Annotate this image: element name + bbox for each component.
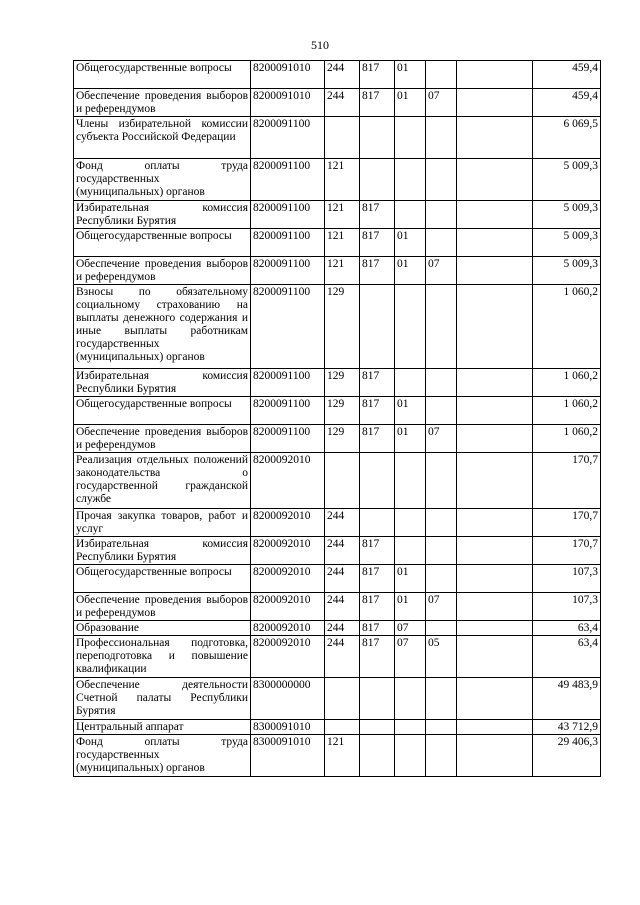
row-manager-cell: 817 [360, 397, 395, 425]
row-manager-cell: 817 [360, 537, 395, 565]
row-name-cell: Обеспечение деятельности Счетной палаты Республики Бурятия [74, 678, 251, 720]
table-row [74, 621, 601, 636]
row-sum-cell: 49 483,9 [533, 678, 601, 720]
table-row [74, 565, 601, 593]
row-name-cell: Профессиональная подготовка, переподготовка и повышение квалификации [74, 636, 251, 678]
table-row [74, 425, 601, 453]
page-number: 510 [311, 38, 329, 52]
row-manager-cell: 817 [360, 425, 395, 453]
table-row [74, 735, 601, 777]
row-section-cell: 01 [395, 89, 426, 117]
row-target-article-cell: 8200091010 [251, 89, 325, 117]
row-target-article-cell: 8200092010 [251, 565, 325, 593]
row-section-cell: 01 [395, 257, 426, 285]
row-expense-type-cell: 121 [325, 735, 360, 777]
row-manager-cell: 817 [360, 593, 395, 621]
row-section-cell: 07 [395, 636, 426, 678]
row-subsection-cell [426, 285, 457, 369]
row-sum-cell: 63,4 [533, 636, 601, 678]
table-row [74, 257, 601, 285]
row-empty-cell [457, 453, 533, 509]
table-row [74, 397, 601, 425]
row-empty-cell [457, 735, 533, 777]
row-target-article-cell: 8200092010 [251, 453, 325, 509]
row-section-cell [395, 678, 426, 720]
row-expense-type-cell: 244 [325, 509, 360, 537]
row-target-article-cell: 8200091100 [251, 201, 325, 229]
row-name-cell: Фонд оплаты труда государственных (муниципальных) органов [74, 735, 251, 777]
row-sum-cell: 5 009,3 [533, 201, 601, 229]
row-empty-cell [457, 201, 533, 229]
row-manager-cell: 817 [360, 89, 395, 117]
row-name-cell: Центральный аппарат [74, 720, 251, 735]
row-empty-cell [457, 61, 533, 89]
row-empty-cell [457, 509, 533, 537]
table-row [74, 61, 601, 89]
row-expense-type-cell: 121 [325, 201, 360, 229]
table-row [74, 453, 601, 509]
row-section-cell [395, 201, 426, 229]
row-manager-cell: 817 [360, 369, 395, 397]
row-target-article-cell: 8200092010 [251, 537, 325, 565]
row-subsection-cell [426, 61, 457, 89]
row-section-cell [395, 537, 426, 565]
row-name-cell: Общегосударственные вопросы [74, 565, 251, 593]
row-name-cell: Прочая закупка товаров, работ и услуг [74, 509, 251, 537]
row-sum-cell: 170,7 [533, 453, 601, 509]
row-section-cell: 01 [395, 229, 426, 257]
row-section-cell: 01 [395, 425, 426, 453]
row-sum-cell: 107,3 [533, 593, 601, 621]
row-empty-cell [457, 257, 533, 285]
row-section-cell [395, 159, 426, 201]
row-name-cell: Члены избирательной комиссии субъекта Российской Федерации [74, 117, 251, 159]
row-name-cell: Взносы по обязательному социальному страхованию на выплаты денежного содержания и иные выплаты работникам государственных (муниципальных) органов [74, 285, 251, 369]
row-empty-cell [457, 425, 533, 453]
row-subsection-cell [426, 453, 457, 509]
row-section-cell [395, 735, 426, 777]
row-manager-cell [360, 678, 395, 720]
row-sum-cell: 1 060,2 [533, 425, 601, 453]
row-sum-cell: 170,7 [533, 537, 601, 565]
row-target-article-cell: 8200091100 [251, 397, 325, 425]
row-empty-cell [457, 537, 533, 565]
row-expense-type-cell [325, 453, 360, 509]
row-name-cell: Общегосударственные вопросы [74, 61, 251, 89]
row-name-cell: Обеспечение проведения выборов и референдумов [74, 89, 251, 117]
row-subsection-cell [426, 509, 457, 537]
row-sum-cell: 43 712,9 [533, 720, 601, 735]
row-section-cell [395, 509, 426, 537]
row-subsection-cell [426, 159, 457, 201]
row-subsection-cell [426, 369, 457, 397]
row-empty-cell [457, 678, 533, 720]
table-row [74, 720, 601, 735]
table-row [74, 593, 601, 621]
row-subsection-cell: 07 [426, 257, 457, 285]
row-section-cell [395, 117, 426, 159]
row-name-cell: Обеспечение проведения выборов и референдумов [74, 593, 251, 621]
row-sum-cell: 170,7 [533, 509, 601, 537]
row-empty-cell [457, 621, 533, 636]
row-subsection-cell [426, 117, 457, 159]
row-expense-type-cell [325, 678, 360, 720]
row-subsection-cell: 07 [426, 425, 457, 453]
row-expense-type-cell: 129 [325, 369, 360, 397]
row-sum-cell: 1 060,2 [533, 369, 601, 397]
row-sum-cell: 63,4 [533, 621, 601, 636]
row-name-cell: Реализация отдельных положений законодательства о государственной гражданской службе [74, 453, 251, 509]
table-row [74, 159, 601, 201]
row-empty-cell [457, 397, 533, 425]
table-row [74, 678, 601, 720]
row-expense-type-cell: 244 [325, 565, 360, 593]
row-sum-cell: 5 009,3 [533, 229, 601, 257]
row-manager-cell [360, 117, 395, 159]
row-subsection-cell [426, 678, 457, 720]
row-section-cell: 01 [395, 565, 426, 593]
row-target-article-cell: 8300091010 [251, 720, 325, 735]
row-sum-cell: 5 009,3 [533, 257, 601, 285]
table-row [74, 89, 601, 117]
row-sum-cell: 1 060,2 [533, 285, 601, 369]
row-empty-cell [457, 159, 533, 201]
row-expense-type-cell: 121 [325, 257, 360, 285]
row-manager-cell [360, 720, 395, 735]
row-manager-cell: 817 [360, 565, 395, 593]
row-target-article-cell: 8200091100 [251, 229, 325, 257]
row-section-cell: 07 [395, 621, 426, 636]
row-expense-type-cell: 129 [325, 425, 360, 453]
row-expense-type-cell: 121 [325, 159, 360, 201]
row-section-cell [395, 369, 426, 397]
row-name-cell: Фонд оплаты труда государственных (муниципальных) органов [74, 159, 251, 201]
row-manager-cell [360, 509, 395, 537]
row-subsection-cell [426, 720, 457, 735]
row-section-cell [395, 720, 426, 735]
row-expense-type-cell: 244 [325, 537, 360, 565]
row-expense-type-cell [325, 117, 360, 159]
row-name-cell: Общегосударственные вопросы [74, 397, 251, 425]
row-name-cell: Избирательная комиссия Республики Бурятия [74, 201, 251, 229]
row-name-cell: Обеспечение проведения выборов и референдумов [74, 425, 251, 453]
row-target-article-cell: 8200091010 [251, 61, 325, 89]
row-sum-cell: 6 069,5 [533, 117, 601, 159]
table-row [74, 285, 601, 369]
row-expense-type-cell: 244 [325, 593, 360, 621]
row-sum-cell: 459,4 [533, 89, 601, 117]
row-section-cell [395, 285, 426, 369]
row-manager-cell: 817 [360, 257, 395, 285]
row-section-cell: 01 [395, 593, 426, 621]
row-sum-cell: 1 060,2 [533, 397, 601, 425]
row-expense-type-cell: 244 [325, 89, 360, 117]
row-empty-cell [457, 565, 533, 593]
row-target-article-cell: 8300091010 [251, 735, 325, 777]
row-target-article-cell: 8200091100 [251, 257, 325, 285]
row-section-cell: 01 [395, 397, 426, 425]
row-target-article-cell: 8200092010 [251, 621, 325, 636]
row-name-cell: Обеспечение проведения выборов и референдумов [74, 257, 251, 285]
row-sum-cell: 107,3 [533, 565, 601, 593]
row-manager-cell [360, 159, 395, 201]
row-target-article-cell: 8200092010 [251, 509, 325, 537]
row-expense-type-cell: 244 [325, 61, 360, 89]
row-target-article-cell: 8300000000 [251, 678, 325, 720]
row-manager-cell: 817 [360, 636, 395, 678]
row-manager-cell [360, 453, 395, 509]
row-expense-type-cell: 244 [325, 621, 360, 636]
row-manager-cell: 817 [360, 61, 395, 89]
row-target-article-cell: 8200091100 [251, 425, 325, 453]
row-target-article-cell: 8200091100 [251, 117, 325, 159]
row-subsection-cell [426, 201, 457, 229]
row-target-article-cell: 8200091100 [251, 285, 325, 369]
row-sum-cell: 5 009,3 [533, 159, 601, 201]
row-name-cell: Общегосударственные вопросы [74, 229, 251, 257]
row-empty-cell [457, 636, 533, 678]
row-manager-cell [360, 285, 395, 369]
row-sum-cell: 459,4 [533, 61, 601, 89]
row-manager-cell: 817 [360, 229, 395, 257]
row-expense-type-cell: 129 [325, 285, 360, 369]
row-empty-cell [457, 229, 533, 257]
row-manager-cell: 817 [360, 201, 395, 229]
row-expense-type-cell: 121 [325, 229, 360, 257]
row-empty-cell [457, 89, 533, 117]
row-expense-type-cell: 129 [325, 397, 360, 425]
row-subsection-cell: 07 [426, 89, 457, 117]
table-row [74, 201, 601, 229]
row-manager-cell: 817 [360, 621, 395, 636]
row-subsection-cell [426, 565, 457, 593]
row-target-article-cell: 8200091100 [251, 159, 325, 201]
row-name-cell: Избирательная комиссия Республики Бурятия [74, 369, 251, 397]
row-subsection-cell: 07 [426, 593, 457, 621]
row-target-article-cell: 8200091100 [251, 369, 325, 397]
row-subsection-cell [426, 397, 457, 425]
row-target-article-cell: 8200092010 [251, 593, 325, 621]
row-subsection-cell [426, 735, 457, 777]
row-expense-type-cell: 244 [325, 636, 360, 678]
row-subsection-cell [426, 537, 457, 565]
row-subsection-cell [426, 621, 457, 636]
table-row [74, 537, 601, 565]
row-section-cell: 01 [395, 61, 426, 89]
budget-table [73, 60, 601, 777]
row-sum-cell: 29 406,3 [533, 735, 601, 777]
row-subsection-cell: 05 [426, 636, 457, 678]
row-name-cell: Избирательная комиссия Республики Бурятия [74, 537, 251, 565]
row-expense-type-cell [325, 720, 360, 735]
table-row [74, 509, 601, 537]
row-section-cell [395, 453, 426, 509]
table-row [74, 636, 601, 678]
row-empty-cell [457, 285, 533, 369]
row-name-cell: Образование [74, 621, 251, 636]
table-row [74, 229, 601, 257]
row-target-article-cell: 8200092010 [251, 636, 325, 678]
row-manager-cell [360, 735, 395, 777]
row-empty-cell [457, 593, 533, 621]
row-empty-cell [457, 117, 533, 159]
row-empty-cell [457, 720, 533, 735]
row-subsection-cell [426, 229, 457, 257]
row-empty-cell [457, 369, 533, 397]
table-row [74, 117, 601, 159]
table-row [74, 369, 601, 397]
